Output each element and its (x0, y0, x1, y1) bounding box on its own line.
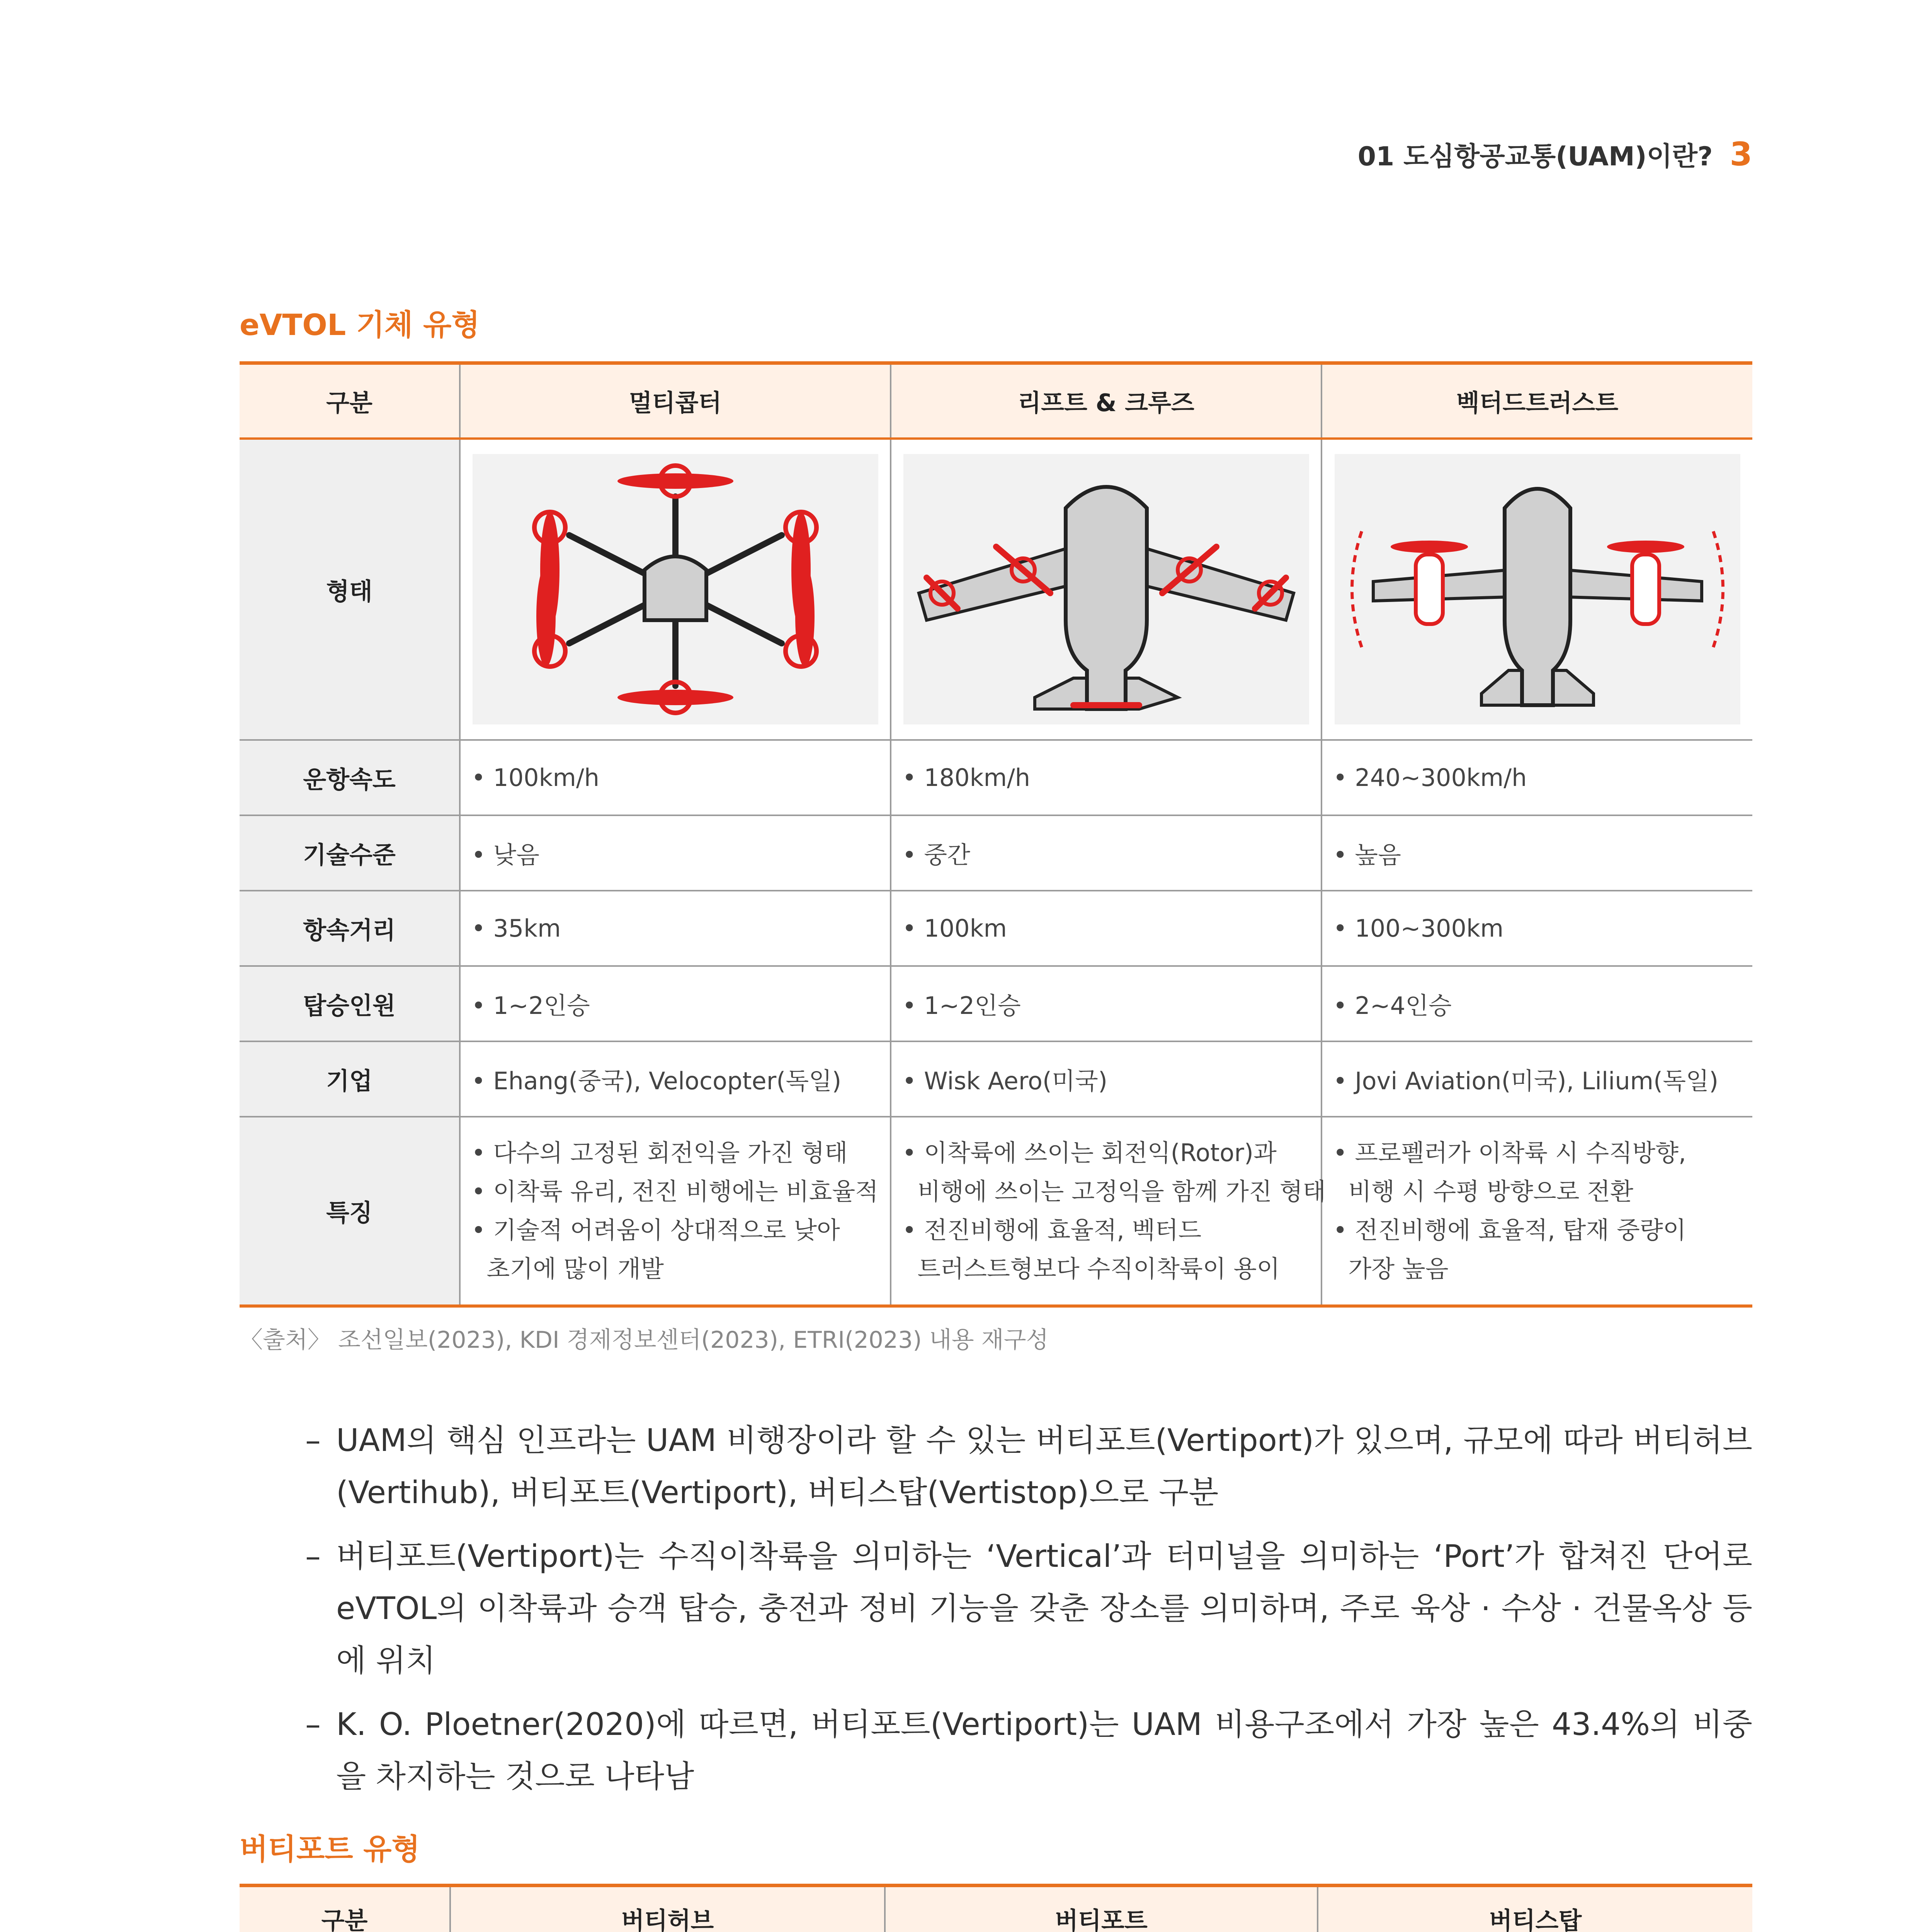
cell-multicopter: • 35km (460, 891, 891, 966)
body-text (305, 1414, 1752, 1803)
cell-vectored-thrust: • 높음 (1321, 815, 1752, 891)
lift-cruise-image-cell (891, 439, 1321, 740)
vectored-thrust-image-cell (1321, 439, 1752, 740)
cell-vectored-thrust: • 2~4인승 (1321, 966, 1752, 1041)
evtol-head-vectored-thrust: 벡터드트러스트 (1321, 363, 1752, 439)
chapter-title: 01 도심항공교통(UAM)이란? (1357, 141, 1713, 172)
evtol-head-lift-cruise: 리프트 & 크루즈 (891, 363, 1321, 439)
vertiport-head-category: 구분 (240, 1886, 450, 1932)
evtol-head-category: 구분 (240, 363, 460, 439)
feature-line: • 기술적 어려움이 상대적으로 낮아 (471, 1216, 840, 1244)
cell-lift-cruise: • 180km/h (891, 740, 1321, 815)
row-label: 특징 (240, 1117, 460, 1306)
page-number: 3 (1730, 135, 1752, 173)
multicopter-image-cell (460, 439, 891, 740)
vectored-thrust-illustration (1335, 454, 1740, 724)
vertiport-head-vertihub: 버티허브 (450, 1886, 885, 1932)
evtol-form-row (240, 439, 1752, 740)
cell-vectored-thrust: • Jovi Aviation(미국), Lilium(독일) (1321, 1041, 1752, 1117)
feature-line: 초기에 많이 개발 (471, 1254, 664, 1283)
evtol-tech-row (240, 815, 1752, 891)
vertiport-head-vertiport: 버티포트 (885, 1886, 1318, 1932)
multicopter-drawing (473, 454, 878, 724)
feature-line: • 다수의 고정된 회전익을 가진 형태 (471, 1138, 848, 1167)
lift-cruise-illustration (903, 454, 1309, 724)
vertiport-table (240, 1884, 1752, 1932)
evtol-head-multicopter: 멀티콥터 (460, 363, 891, 439)
body-item: – UAM의 핵심 인프라는 UAM 비행장이라 할 수 있는 버티포트(Vertiport)가 있으며, 규모에 따라 버티허브(Vertihub), 버티포트(Vertiport), 버티스탑(Vertistop)으로 구분 (305, 1422, 1752, 1510)
vertiport-section-title: 버티포트 유형 (240, 1832, 420, 1866)
feature-line: 트러스트형보다 수직이착륙이 용이 (902, 1254, 1280, 1283)
cell-vectored-thrust (1321, 1117, 1752, 1306)
body-item-text: K. O. Ploetner(2020)에 따르면, 버티포트(Vertiport)는 UAM 비용구조에서 가장 높은 43.4%의 비중을 차지하는 것으로 나타남 (336, 1706, 1752, 1794)
cell-lift-cruise: • 중간 (891, 815, 1321, 891)
feature-line: • 전진비행에 효율적, 벡터드 (902, 1216, 1202, 1244)
feature-line: • 전진비행에 효율적, 탑재 중량이 (1333, 1216, 1686, 1244)
page-header (1358, 135, 1752, 173)
row-label: 기업 (240, 1041, 460, 1117)
body-item: – K. O. Ploetner(2020)에 따르면, 버티포트(Vertiport)는 UAM 비용구조에서 가장 높은 43.4%의 비중을 차지하는 것으로 나타남 (305, 1706, 1752, 1794)
lift-cruise-drawing (903, 454, 1309, 724)
cell-vectored-thrust: • 240~300km/h (1321, 740, 1752, 815)
row-label: 형태 (240, 439, 460, 740)
row-label: 항속거리 (240, 891, 460, 966)
evtol-section-title: eVTOL 기체 유형 (240, 308, 480, 342)
evtol-range-row (240, 891, 1752, 966)
cell-multicopter: • 1~2인승 (460, 966, 891, 1041)
body-item-text: UAM의 핵심 인프라는 UAM 비행장이라 할 수 있는 버티포트(Vertiport)가 있으며, 규모에 따라 버티허브(Vertihub), 버티포트(Vertiport), 버티스탑(Vertistop)으로 구분 (336, 1422, 1752, 1510)
body-item-text: 버티포트(Vertiport)는 수직이착륙을 의미하는 ‘Vertical’과 터미널을 의미하는 ‘Port’가 합쳐진 단어로 eVTOL의 이착륙과 승객 탑승, 충전과 정비 기능을 갖춘 장소를 의미하며, 주로 육상 · 수상 · 건물옥상 등에 위치 (336, 1538, 1752, 1679)
feature-line: 비행 시 수평 방향으로 전환 (1333, 1177, 1634, 1206)
vertiport-head-vertistop: 버티스탑 (1318, 1886, 1752, 1932)
feature-line: • 프로펠러가 이착륙 시 수직방향, (1333, 1138, 1686, 1167)
multicopter-illustration (473, 454, 878, 724)
body-item: – 버티포트(Vertiport)는 수직이착륙을 의미하는 ‘Vertical’과 터미널을 의미하는 ‘Port’가 합쳐진 단어로 eVTOL의 이착륙과 승객 탑승, 충전과 정비 기능을 갖춘 장소를 의미하며, 주로 육상 · 수상 · 건물옥상 등에 위치 (305, 1538, 1752, 1679)
cell-multicopter: • 100km/h (460, 740, 891, 815)
row-label: 기술수준 (240, 815, 460, 891)
evtol-table (240, 361, 1752, 1308)
cell-lift-cruise (891, 1117, 1326, 1306)
row-label: 운항속도 (240, 740, 460, 815)
cell-multicopter: • Ehang(중국), Velocopter(독일) (460, 1041, 891, 1117)
cell-multicopter: • 낮음 (460, 815, 891, 891)
cell-lift-cruise: • Wisk Aero(미국) (891, 1041, 1321, 1117)
evtol-company-row (240, 1041, 1752, 1117)
vectored-thrust-drawing (1335, 454, 1740, 724)
feature-line: 비행에 쓰이는 고정익을 함께 가진 형태 (902, 1177, 1326, 1206)
cell-multicopter (460, 1117, 891, 1306)
evtol-header-row (240, 363, 1752, 439)
feature-line: 가장 높음 (1333, 1254, 1449, 1283)
evtol-passenger-row (240, 966, 1752, 1041)
vertiport-header-row (240, 1886, 1752, 1932)
row-label: 탑승인원 (240, 966, 460, 1041)
feature-line: • 이착륙 유리, 전진 비행에는 비효율적 (471, 1177, 879, 1206)
cell-lift-cruise: • 100km (891, 891, 1321, 966)
feature-line: • 이착륙에 쓰이는 회전익(Rotor)과 (902, 1138, 1277, 1167)
cell-vectored-thrust: • 100~300km (1321, 891, 1752, 966)
evtol-source-note: 〈출처〉 조선일보(2023), KDI 경제정보센터(2023), ETRI(2023) 내용 재구성 (240, 1327, 1049, 1354)
cell-lift-cruise: • 1~2인승 (891, 966, 1321, 1041)
evtol-feature-row (240, 1117, 1752, 1306)
evtol-speed-row (240, 740, 1752, 815)
